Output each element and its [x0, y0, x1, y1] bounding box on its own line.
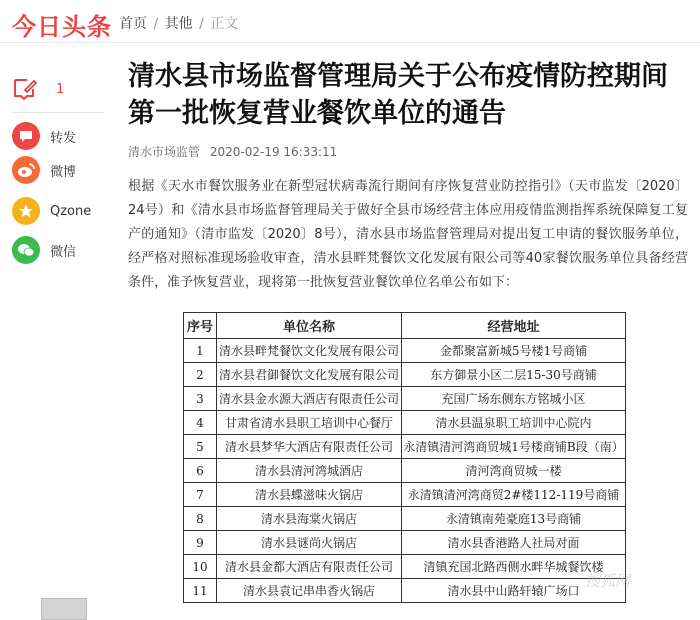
- business-address: 充国广场东侧东方铭城小区: [402, 387, 626, 411]
- qzone-icon: [12, 197, 40, 225]
- row-number: 2: [184, 363, 217, 387]
- business-address: 永清镇清河湾商贸城1号楼商铺B段（南）: [402, 435, 626, 459]
- breadcrumb-separator: /: [153, 16, 159, 32]
- row-number: 11: [184, 579, 217, 603]
- table-row: [184, 435, 626, 459]
- breadcrumb-home[interactable]: 首页: [119, 16, 147, 32]
- unit-name: 清水县梦华大酒店有限责任公司: [217, 435, 402, 459]
- comment-count: 1: [56, 81, 65, 97]
- top-bar: [0, 0, 700, 43]
- table-row: [184, 531, 626, 555]
- unit-name: 清水县蝶滋味火锅店: [217, 483, 402, 507]
- share-repost[interactable]: [12, 121, 76, 151]
- table-row: [184, 363, 626, 387]
- table-header-row: [184, 313, 626, 339]
- row-number: 3: [184, 387, 217, 411]
- table-row: [184, 339, 626, 363]
- restaurant-table: [183, 312, 625, 603]
- breadcrumb: [119, 13, 238, 33]
- back-to-top-button[interactable]: [41, 598, 87, 620]
- business-address: 清镇充国北路西侧水畔华城餐饮楼: [402, 555, 626, 579]
- business-address: 清水县香港路人社局对面: [402, 531, 626, 555]
- share-wechat[interactable]: [12, 235, 76, 265]
- article-paragraph: 根据《天水市餐饮服务业在新型冠状病毒流行期间有序恢复营业防控指引》（天市监发〔2020〕24号）和《清水县市场监督管理局关于做好全县市场经营主体应用疫情监测指挥系统保障复工复产的通知》（清市监发〔2020〕8号），清水县市场监督管理局对提出复工申请的餐饮服务单位，经严格对照标准现场验收审查，清水县畔梵餐饮文化发展有限公司等40家餐饮服务单位具备经营条件，准予恢复营业，现将第一批恢复营业餐饮单位名单公布如下：: [128, 179, 688, 290]
- comment-button[interactable]: [12, 74, 64, 104]
- column-header: 经营地址: [402, 313, 626, 339]
- article-source[interactable]: 清水市场监管: [128, 145, 201, 159]
- row-number: 6: [184, 459, 217, 483]
- unit-name: 清水县金水源大酒店有限责任公司: [217, 387, 402, 411]
- business-address: 清水县温泉职工培训中心院内: [402, 411, 626, 435]
- table-row: [184, 387, 626, 411]
- wechat-icon: [12, 236, 40, 264]
- row-number: 8: [184, 507, 217, 531]
- article-title: 清水县市场监督管理局关于公布疫情防控期间第一批恢复营业餐饮单位的通告: [128, 61, 668, 129]
- breadcrumb-separator: /: [199, 16, 204, 32]
- row-number: 5: [184, 435, 217, 459]
- column-header: 单位名称: [217, 313, 402, 339]
- unit-name: 清水县海棠火锅店: [217, 507, 402, 531]
- share-label: Qzone: [50, 203, 92, 219]
- table-row: [184, 459, 626, 483]
- weibo-icon: [12, 156, 40, 184]
- breadcrumb-other[interactable]: 其他: [164, 16, 193, 32]
- watermark: 搜狐网: [585, 572, 631, 590]
- unit-name: 清水县君御餐饮文化发展有限公司: [217, 363, 402, 387]
- row-number: 9: [184, 531, 217, 555]
- row-number: 7: [184, 483, 217, 507]
- article-time: 2020-02-19 16:33:11: [209, 145, 338, 159]
- business-address: 永清镇南苑豪庭13号商铺: [402, 507, 626, 531]
- unit-name: 清水县畔梵餐饮文化发展有限公司: [217, 339, 402, 363]
- business-address: 金都聚富新城5号楼1号商铺: [402, 339, 626, 363]
- table-row: [184, 411, 626, 435]
- sidebar-divider: [12, 112, 104, 113]
- unit-name: 清水县清河湾城酒店: [217, 459, 402, 483]
- breadcrumb-current: 正文: [210, 16, 239, 32]
- article-meta: [128, 143, 343, 160]
- unit-name: 清水县谜尚火锅店: [217, 531, 402, 555]
- row-number: 10: [184, 555, 217, 579]
- unit-name: 甘肃省清水县职工培训中心餐厅: [217, 411, 402, 435]
- business-address: 清河湾商贸城一楼: [402, 459, 626, 483]
- toutiao-logo[interactable]: 今日头条: [12, 13, 112, 41]
- unit-name: 清水县袁记串串香火锅店: [217, 579, 402, 603]
- share-label: 微博: [50, 164, 77, 180]
- column-header: 序号: [184, 313, 217, 339]
- unit-name: 清水县金都大酒店有限责任公司: [217, 555, 402, 579]
- share-weibo[interactable]: [12, 155, 76, 185]
- row-number: 1: [184, 339, 217, 363]
- business-address: 永清镇清河湾商贸2#楼112-119号商铺: [402, 483, 626, 507]
- table-row: [184, 507, 626, 531]
- business-address: 东方御景小区二层15-30号商铺: [402, 363, 626, 387]
- comment-edit-icon: [12, 77, 38, 101]
- row-number: 4: [184, 411, 217, 435]
- repost-icon: [12, 122, 40, 150]
- table-row: [184, 579, 626, 603]
- share-label: 微信: [50, 244, 77, 260]
- table-row: [184, 483, 626, 507]
- table-row: [184, 555, 626, 579]
- business-address: 清水县中山路轩辕广场口: [402, 579, 626, 603]
- share-qzone[interactable]: [12, 196, 91, 226]
- share-label: 转发: [50, 130, 77, 146]
